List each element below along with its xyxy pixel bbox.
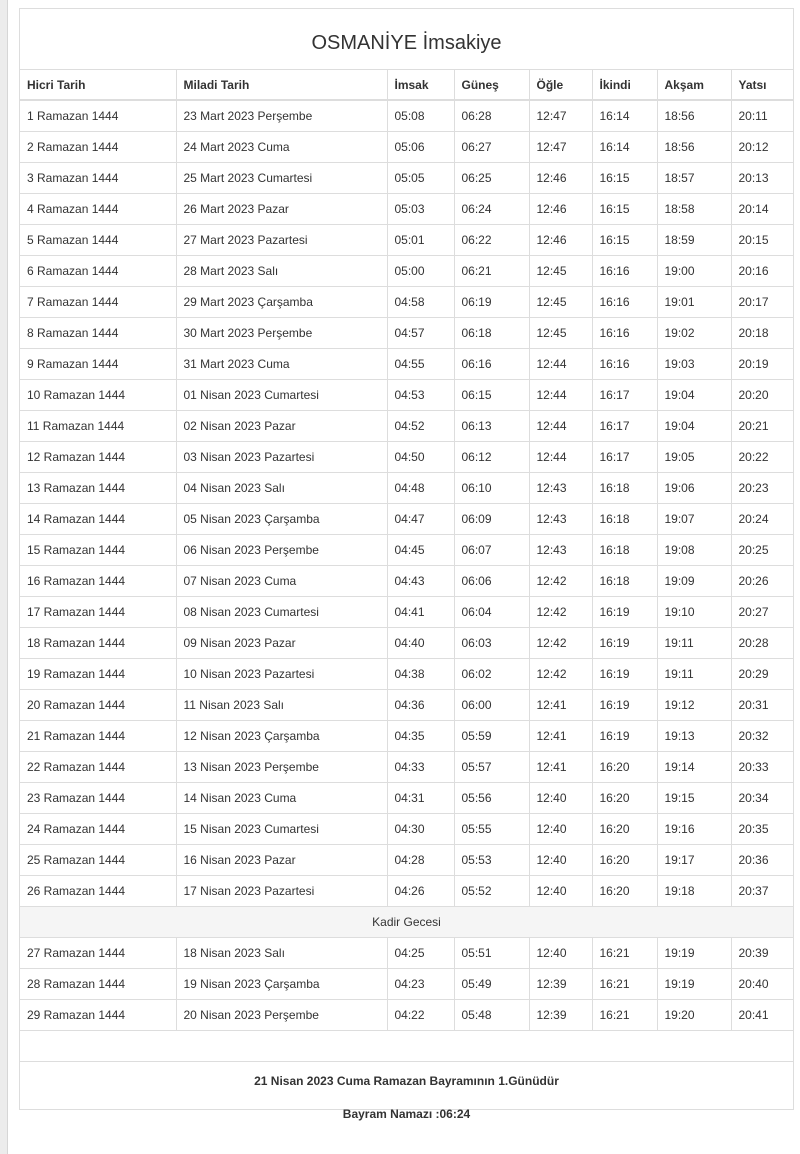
miladi-date-cell: 28 Mart 2023 Salı xyxy=(176,256,387,287)
gunes-time-cell: 06:15 xyxy=(454,380,529,411)
gunes-time-cell: 05:49 xyxy=(454,969,529,1000)
yatsi-time-cell: 20:11 xyxy=(731,100,793,132)
imsak-time-cell: 04:45 xyxy=(387,535,454,566)
table-row xyxy=(20,318,793,349)
table-row xyxy=(20,721,793,752)
column-header-gunes: Güneş xyxy=(454,70,529,100)
aksam-time-cell: 19:04 xyxy=(657,411,731,442)
ikindi-time-cell: 16:20 xyxy=(592,752,657,783)
imsak-time-cell: 04:22 xyxy=(387,1000,454,1031)
gunes-time-cell: 06:27 xyxy=(454,132,529,163)
hicri-date-cell: 19 Ramazan 1444 xyxy=(20,659,176,690)
ogle-time-cell: 12:45 xyxy=(529,287,592,318)
miladi-date-cell: 01 Nisan 2023 Cumartesi xyxy=(176,380,387,411)
miladi-date-cell: 29 Mart 2023 Çarşamba xyxy=(176,287,387,318)
bayram-namazi: Bayram Namazı :06:24 xyxy=(342,1107,471,1121)
ogle-time-cell: 12:43 xyxy=(529,535,592,566)
miladi-date-cell: 30 Mart 2023 Perşembe xyxy=(176,318,387,349)
table-row xyxy=(20,566,793,597)
yatsi-time-cell: 20:32 xyxy=(731,721,793,752)
table-row xyxy=(20,473,793,504)
ogle-time-cell: 12:47 xyxy=(529,100,592,132)
yatsi-time-cell: 20:16 xyxy=(731,256,793,287)
aksam-time-cell: 18:56 xyxy=(657,100,731,132)
blank-row xyxy=(20,1031,793,1062)
hicri-date-cell: 27 Ramazan 1444 xyxy=(20,938,176,969)
imsak-time-cell: 04:58 xyxy=(387,287,454,318)
ikindi-time-cell: 16:16 xyxy=(592,287,657,318)
yatsi-time-cell: 20:28 xyxy=(731,628,793,659)
yatsi-time-cell: 20:19 xyxy=(731,349,793,380)
aksam-time-cell: 19:12 xyxy=(657,690,731,721)
yatsi-time-cell: 20:24 xyxy=(731,504,793,535)
aksam-time-cell: 19:08 xyxy=(657,535,731,566)
yatsi-time-cell: 20:25 xyxy=(731,535,793,566)
aksam-time-cell: 19:05 xyxy=(657,442,731,473)
column-header-yatsi: Yatsı xyxy=(731,70,793,100)
ogle-time-cell: 12:47 xyxy=(529,132,592,163)
kadir-gecesi-label: Kadir Gecesi xyxy=(20,907,793,938)
miladi-date-cell: 09 Nisan 2023 Pazar xyxy=(176,628,387,659)
gunes-time-cell: 06:07 xyxy=(454,535,529,566)
miladi-date-cell: 16 Nisan 2023 Pazar xyxy=(176,845,387,876)
miladi-date-cell: 02 Nisan 2023 Pazar xyxy=(176,411,387,442)
aksam-time-cell: 19:19 xyxy=(657,969,731,1000)
hicri-date-cell: 20 Ramazan 1444 xyxy=(20,690,176,721)
imsak-time-cell: 04:31 xyxy=(387,783,454,814)
hicri-date-cell: 11 Ramazan 1444 xyxy=(20,411,176,442)
ogle-time-cell: 12:41 xyxy=(529,721,592,752)
ikindi-time-cell: 16:19 xyxy=(592,721,657,752)
table-row xyxy=(20,597,793,628)
ikindi-time-cell: 16:20 xyxy=(592,845,657,876)
table-row xyxy=(20,814,793,845)
gunes-time-cell: 06:18 xyxy=(454,318,529,349)
yatsi-time-cell: 20:12 xyxy=(731,132,793,163)
left-rail xyxy=(0,0,8,1154)
ogle-time-cell: 12:44 xyxy=(529,349,592,380)
yatsi-time-cell: 20:17 xyxy=(731,287,793,318)
gunes-time-cell: 05:56 xyxy=(454,783,529,814)
ikindi-time-cell: 16:17 xyxy=(592,411,657,442)
gunes-time-cell: 06:00 xyxy=(454,690,529,721)
imsak-time-cell: 05:06 xyxy=(387,132,454,163)
ikindi-time-cell: 16:16 xyxy=(592,318,657,349)
miladi-date-cell: 04 Nisan 2023 Salı xyxy=(176,473,387,504)
hicri-date-cell: 2 Ramazan 1444 xyxy=(20,132,176,163)
yatsi-time-cell: 20:13 xyxy=(731,163,793,194)
miladi-date-cell: 11 Nisan 2023 Salı xyxy=(176,690,387,721)
miladi-date-cell: 06 Nisan 2023 Perşembe xyxy=(176,535,387,566)
table-row xyxy=(20,783,793,814)
gunes-time-cell: 05:55 xyxy=(454,814,529,845)
yatsi-time-cell: 20:22 xyxy=(731,442,793,473)
yatsi-time-cell: 20:35 xyxy=(731,814,793,845)
ogle-time-cell: 12:42 xyxy=(529,597,592,628)
gunes-time-cell: 06:28 xyxy=(454,100,529,132)
imsak-time-cell: 04:50 xyxy=(387,442,454,473)
ikindi-time-cell: 16:15 xyxy=(592,163,657,194)
ikindi-time-cell: 16:19 xyxy=(592,597,657,628)
miladi-date-cell: 08 Nisan 2023 Cumartesi xyxy=(176,597,387,628)
imsak-time-cell: 04:52 xyxy=(387,411,454,442)
gunes-time-cell: 06:21 xyxy=(454,256,529,287)
ogle-time-cell: 12:46 xyxy=(529,225,592,256)
imsak-time-cell: 04:57 xyxy=(387,318,454,349)
ogle-time-cell: 12:40 xyxy=(529,845,592,876)
table-row xyxy=(20,380,793,411)
yatsi-time-cell: 20:40 xyxy=(731,969,793,1000)
ikindi-time-cell: 16:21 xyxy=(592,1000,657,1031)
gunes-time-cell: 06:06 xyxy=(454,566,529,597)
miladi-date-cell: 19 Nisan 2023 Çarşamba xyxy=(176,969,387,1000)
yatsi-time-cell: 20:27 xyxy=(731,597,793,628)
gunes-time-cell: 06:22 xyxy=(454,225,529,256)
table-row xyxy=(20,132,793,163)
aksam-time-cell: 18:58 xyxy=(657,194,731,225)
table-body-before xyxy=(20,100,793,907)
yatsi-time-cell: 20:36 xyxy=(731,845,793,876)
gunes-time-cell: 06:03 xyxy=(454,628,529,659)
table-row xyxy=(20,690,793,721)
bayram-info: 21 Nisan 2023 Cuma Ramazan Bayramının 1.Günüdür xyxy=(254,1074,559,1088)
miladi-date-cell: 25 Mart 2023 Cumartesi xyxy=(176,163,387,194)
ikindi-time-cell: 16:17 xyxy=(592,380,657,411)
hicri-date-cell: 24 Ramazan 1444 xyxy=(20,814,176,845)
imsak-time-cell: 04:36 xyxy=(387,690,454,721)
imsakiye-card xyxy=(19,8,794,1121)
gunes-time-cell: 06:12 xyxy=(454,442,529,473)
miladi-date-cell: 24 Mart 2023 Cuma xyxy=(176,132,387,163)
table-row xyxy=(20,504,793,535)
yatsi-time-cell: 20:23 xyxy=(731,473,793,504)
ikindi-time-cell: 16:18 xyxy=(592,535,657,566)
ogle-time-cell: 12:43 xyxy=(529,473,592,504)
table-row xyxy=(20,194,793,225)
miladi-date-cell: 10 Nisan 2023 Pazartesi xyxy=(176,659,387,690)
aksam-time-cell: 19:09 xyxy=(657,566,731,597)
imsakiye-table xyxy=(20,70,793,1031)
hicri-date-cell: 25 Ramazan 1444 xyxy=(20,845,176,876)
miladi-date-cell: 18 Nisan 2023 Salı xyxy=(176,938,387,969)
gunes-time-cell: 05:53 xyxy=(454,845,529,876)
yatsi-time-cell: 20:14 xyxy=(731,194,793,225)
ogle-time-cell: 12:45 xyxy=(529,318,592,349)
gunes-time-cell: 06:25 xyxy=(454,163,529,194)
ogle-time-cell: 12:42 xyxy=(529,628,592,659)
aksam-time-cell: 18:57 xyxy=(657,163,731,194)
imsak-time-cell: 05:01 xyxy=(387,225,454,256)
ikindi-time-cell: 16:18 xyxy=(592,504,657,535)
yatsi-time-cell: 20:39 xyxy=(731,938,793,969)
ikindi-time-cell: 16:19 xyxy=(592,659,657,690)
gunes-time-cell: 06:02 xyxy=(454,659,529,690)
ikindi-time-cell: 16:20 xyxy=(592,814,657,845)
yatsi-time-cell: 20:21 xyxy=(731,411,793,442)
ikindi-time-cell: 16:16 xyxy=(592,349,657,380)
miladi-date-cell: 31 Mart 2023 Cuma xyxy=(176,349,387,380)
hicri-date-cell: 28 Ramazan 1444 xyxy=(20,969,176,1000)
miladi-date-cell: 07 Nisan 2023 Cuma xyxy=(176,566,387,597)
ikindi-time-cell: 16:17 xyxy=(592,442,657,473)
ikindi-time-cell: 16:20 xyxy=(592,876,657,907)
ikindi-time-cell: 16:20 xyxy=(592,783,657,814)
imsak-time-cell: 04:30 xyxy=(387,814,454,845)
gunes-time-cell: 05:52 xyxy=(454,876,529,907)
imsak-time-cell: 04:25 xyxy=(387,938,454,969)
hicri-date-cell: 23 Ramazan 1444 xyxy=(20,783,176,814)
table-row xyxy=(20,938,793,969)
yatsi-time-cell: 20:33 xyxy=(731,752,793,783)
kadir-gecesi-row xyxy=(20,907,793,938)
table-row xyxy=(20,1000,793,1031)
table-row xyxy=(20,256,793,287)
ogle-time-cell: 12:42 xyxy=(529,566,592,597)
hicri-date-cell: 5 Ramazan 1444 xyxy=(20,225,176,256)
imsak-time-cell: 04:28 xyxy=(387,845,454,876)
miladi-date-cell: 17 Nisan 2023 Pazartesi xyxy=(176,876,387,907)
yatsi-time-cell: 20:31 xyxy=(731,690,793,721)
miladi-date-cell: 03 Nisan 2023 Pazartesi xyxy=(176,442,387,473)
aksam-time-cell: 19:11 xyxy=(657,628,731,659)
table-row xyxy=(20,411,793,442)
imsak-time-cell: 04:48 xyxy=(387,473,454,504)
imsak-time-cell: 05:08 xyxy=(387,100,454,132)
gunes-time-cell: 06:19 xyxy=(454,287,529,318)
yatsi-time-cell: 20:34 xyxy=(731,783,793,814)
aksam-time-cell: 19:14 xyxy=(657,752,731,783)
ikindi-time-cell: 16:15 xyxy=(592,194,657,225)
hicri-date-cell: 3 Ramazan 1444 xyxy=(20,163,176,194)
yatsi-time-cell: 20:26 xyxy=(731,566,793,597)
miladi-date-cell: 12 Nisan 2023 Çarşamba xyxy=(176,721,387,752)
gunes-time-cell: 05:48 xyxy=(454,1000,529,1031)
imsak-time-cell: 04:41 xyxy=(387,597,454,628)
hicri-date-cell: 22 Ramazan 1444 xyxy=(20,752,176,783)
column-header-miladi: Miladi Tarih xyxy=(176,70,387,100)
ikindi-time-cell: 16:19 xyxy=(592,690,657,721)
hicri-date-cell: 1 Ramazan 1444 xyxy=(20,100,176,132)
imsak-time-cell: 05:00 xyxy=(387,256,454,287)
aksam-time-cell: 19:01 xyxy=(657,287,731,318)
miladi-date-cell: 23 Mart 2023 Perşembe xyxy=(176,100,387,132)
table-row xyxy=(20,225,793,256)
yatsi-time-cell: 20:37 xyxy=(731,876,793,907)
imsak-time-cell: 05:03 xyxy=(387,194,454,225)
aksam-time-cell: 19:04 xyxy=(657,380,731,411)
ogle-time-cell: 12:40 xyxy=(529,814,592,845)
table-row xyxy=(20,876,793,907)
yatsi-time-cell: 20:20 xyxy=(731,380,793,411)
aksam-time-cell: 19:17 xyxy=(657,845,731,876)
hicri-date-cell: 7 Ramazan 1444 xyxy=(20,287,176,318)
table-row xyxy=(20,969,793,1000)
gunes-time-cell: 05:59 xyxy=(454,721,529,752)
gunes-time-cell: 06:04 xyxy=(454,597,529,628)
aksam-time-cell: 19:10 xyxy=(657,597,731,628)
imsak-time-cell: 04:33 xyxy=(387,752,454,783)
aksam-time-cell: 19:18 xyxy=(657,876,731,907)
yatsi-time-cell: 20:29 xyxy=(731,659,793,690)
aksam-time-cell: 19:19 xyxy=(657,938,731,969)
aksam-time-cell: 19:16 xyxy=(657,814,731,845)
aksam-time-cell: 19:02 xyxy=(657,318,731,349)
hicri-date-cell: 14 Ramazan 1444 xyxy=(20,504,176,535)
ikindi-time-cell: 16:15 xyxy=(592,225,657,256)
imsak-time-cell: 04:40 xyxy=(387,628,454,659)
table-row xyxy=(20,163,793,194)
ogle-time-cell: 12:41 xyxy=(529,690,592,721)
ogle-time-cell: 12:40 xyxy=(529,938,592,969)
aksam-time-cell: 19:07 xyxy=(657,504,731,535)
yatsi-time-cell: 20:41 xyxy=(731,1000,793,1031)
aksam-time-cell: 19:13 xyxy=(657,721,731,752)
imsak-time-cell: 05:05 xyxy=(387,163,454,194)
ogle-time-cell: 12:40 xyxy=(529,876,592,907)
ikindi-time-cell: 16:18 xyxy=(592,473,657,504)
hicri-date-cell: 10 Ramazan 1444 xyxy=(20,380,176,411)
gunes-time-cell: 05:51 xyxy=(454,938,529,969)
table-row xyxy=(20,349,793,380)
table-row xyxy=(20,845,793,876)
table-row xyxy=(20,535,793,566)
ikindi-time-cell: 16:18 xyxy=(592,566,657,597)
miladi-date-cell: 27 Mart 2023 Pazartesi xyxy=(176,225,387,256)
gunes-time-cell: 06:16 xyxy=(454,349,529,380)
imsak-time-cell: 04:43 xyxy=(387,566,454,597)
column-header-hicri: Hicri Tarih xyxy=(20,70,176,100)
ikindi-time-cell: 16:16 xyxy=(592,256,657,287)
ogle-time-cell: 12:39 xyxy=(529,969,592,1000)
hicri-date-cell: 29 Ramazan 1444 xyxy=(20,1000,176,1031)
hicri-date-cell: 6 Ramazan 1444 xyxy=(20,256,176,287)
gunes-time-cell: 06:13 xyxy=(454,411,529,442)
ikindi-time-cell: 16:19 xyxy=(592,628,657,659)
aksam-time-cell: 19:06 xyxy=(657,473,731,504)
ogle-time-cell: 12:45 xyxy=(529,256,592,287)
ogle-time-cell: 12:46 xyxy=(529,163,592,194)
hicri-date-cell: 21 Ramazan 1444 xyxy=(20,721,176,752)
miladi-date-cell: 26 Mart 2023 Pazar xyxy=(176,194,387,225)
ikindi-time-cell: 16:14 xyxy=(592,100,657,132)
hicri-date-cell: 9 Ramazan 1444 xyxy=(20,349,176,380)
ogle-time-cell: 12:44 xyxy=(529,411,592,442)
hicri-date-cell: 16 Ramazan 1444 xyxy=(20,566,176,597)
ogle-time-cell: 12:43 xyxy=(529,504,592,535)
miladi-date-cell: 14 Nisan 2023 Cuma xyxy=(176,783,387,814)
aksam-time-cell: 18:56 xyxy=(657,132,731,163)
imsak-time-cell: 04:26 xyxy=(387,876,454,907)
table-body-separator xyxy=(20,907,793,938)
aksam-time-cell: 19:11 xyxy=(657,659,731,690)
ikindi-time-cell: 16:21 xyxy=(592,938,657,969)
aksam-time-cell: 19:00 xyxy=(657,256,731,287)
gunes-time-cell: 05:57 xyxy=(454,752,529,783)
ikindi-time-cell: 16:21 xyxy=(592,969,657,1000)
aksam-time-cell: 19:03 xyxy=(657,349,731,380)
hicri-date-cell: 17 Ramazan 1444 xyxy=(20,597,176,628)
ogle-time-cell: 12:44 xyxy=(529,380,592,411)
table-header-row xyxy=(20,70,793,100)
column-header-ogle: Öğle xyxy=(529,70,592,100)
ogle-time-cell: 12:39 xyxy=(529,1000,592,1031)
ogle-time-cell: 12:41 xyxy=(529,752,592,783)
table-row xyxy=(20,752,793,783)
table-body-after xyxy=(20,938,793,1031)
imsak-time-cell: 04:38 xyxy=(387,659,454,690)
yatsi-time-cell: 20:15 xyxy=(731,225,793,256)
aksam-time-cell: 19:15 xyxy=(657,783,731,814)
imsak-time-cell: 04:35 xyxy=(387,721,454,752)
imsak-time-cell: 04:53 xyxy=(387,380,454,411)
ogle-time-cell: 12:46 xyxy=(529,194,592,225)
hicri-date-cell: 18 Ramazan 1444 xyxy=(20,628,176,659)
page-title: OSMANİYE İmsakiye xyxy=(20,9,793,70)
table-row xyxy=(20,628,793,659)
miladi-date-cell: 05 Nisan 2023 Çarşamba xyxy=(176,504,387,535)
miladi-date-cell: 15 Nisan 2023 Cumartesi xyxy=(176,814,387,845)
table-row xyxy=(20,100,793,132)
ogle-time-cell: 12:40 xyxy=(529,783,592,814)
hicri-date-cell: 13 Ramazan 1444 xyxy=(20,473,176,504)
imsak-time-cell: 04:23 xyxy=(387,969,454,1000)
column-header-ikindi: İkindi xyxy=(592,70,657,100)
ikindi-time-cell: 16:14 xyxy=(592,132,657,163)
hicri-date-cell: 26 Ramazan 1444 xyxy=(20,876,176,907)
imsak-time-cell: 04:55 xyxy=(387,349,454,380)
yatsi-time-cell: 20:18 xyxy=(731,318,793,349)
gunes-time-cell: 06:09 xyxy=(454,504,529,535)
miladi-date-cell: 13 Nisan 2023 Perşembe xyxy=(176,752,387,783)
ogle-time-cell: 12:42 xyxy=(529,659,592,690)
miladi-date-cell: 20 Nisan 2023 Perşembe xyxy=(176,1000,387,1031)
aksam-time-cell: 18:59 xyxy=(657,225,731,256)
column-header-aksam: Akşam xyxy=(657,70,731,100)
column-header-imsak: İmsak xyxy=(387,70,454,100)
hicri-date-cell: 15 Ramazan 1444 xyxy=(20,535,176,566)
hicri-date-cell: 12 Ramazan 1444 xyxy=(20,442,176,473)
table-row xyxy=(20,659,793,690)
imsak-time-cell: 04:47 xyxy=(387,504,454,535)
table-row xyxy=(20,287,793,318)
table-row xyxy=(20,442,793,473)
ogle-time-cell: 12:44 xyxy=(529,442,592,473)
hicri-date-cell: 8 Ramazan 1444 xyxy=(20,318,176,349)
gunes-time-cell: 06:10 xyxy=(454,473,529,504)
hicri-date-cell: 4 Ramazan 1444 xyxy=(20,194,176,225)
aksam-time-cell: 19:20 xyxy=(657,1000,731,1031)
gunes-time-cell: 06:24 xyxy=(454,194,529,225)
